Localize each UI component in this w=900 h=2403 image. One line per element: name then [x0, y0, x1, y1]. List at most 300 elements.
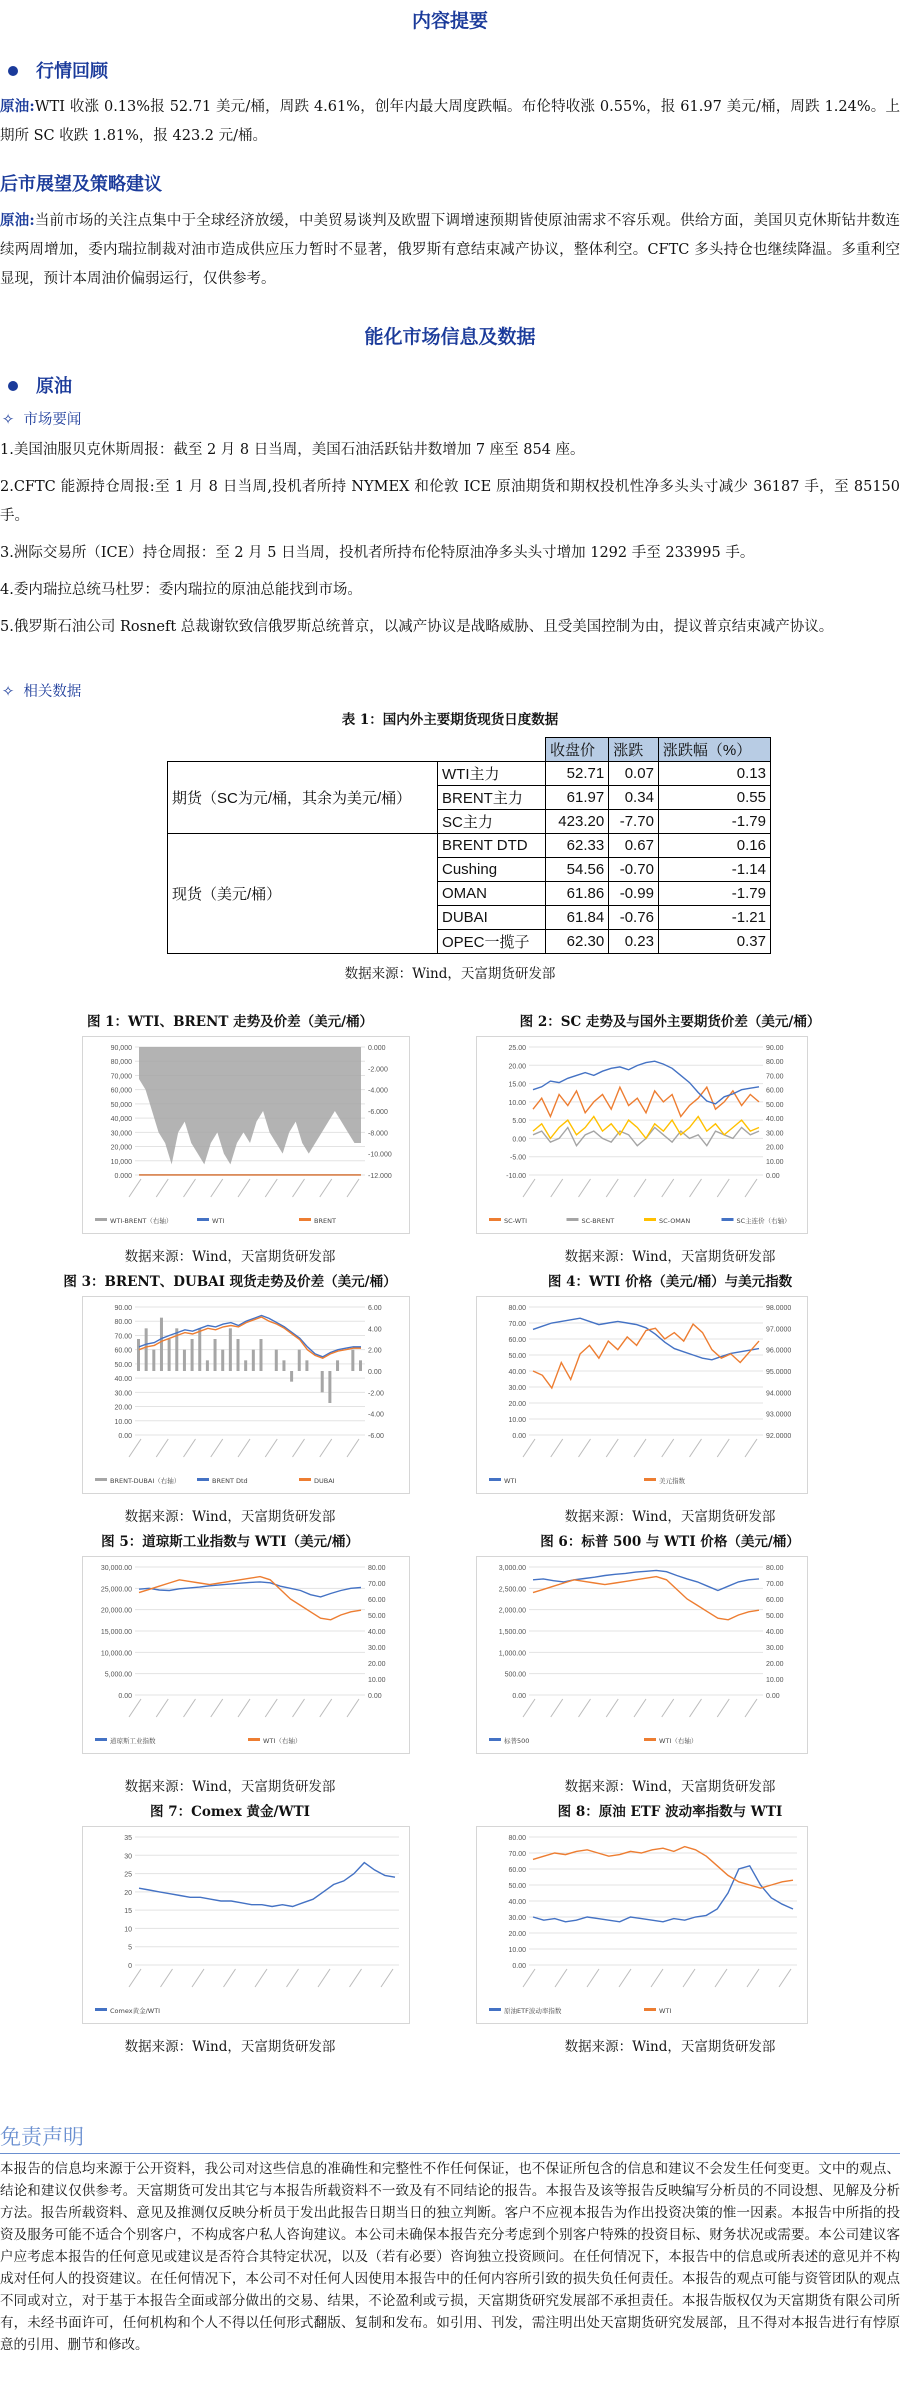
- date-tick: [320, 1699, 332, 1717]
- tick-label: 15,000.00: [100, 1629, 132, 1636]
- tick-label: 60.00: [766, 1597, 784, 1604]
- tick-label: 10: [124, 1926, 132, 1934]
- tick-label: 25,000.00: [100, 1586, 132, 1594]
- chart-6: [476, 1556, 808, 1754]
- date-tick: [779, 1969, 791, 1987]
- tick-label: 80.00: [508, 1835, 526, 1842]
- legend-swatch: [299, 1218, 311, 1221]
- tick-label: 10.00: [114, 1418, 132, 1426]
- cell-chg: 0.34: [609, 786, 659, 810]
- tick-label: 5: [128, 1944, 132, 1952]
- tick-label: 20.00: [508, 1401, 526, 1408]
- bar: [229, 1328, 232, 1371]
- date-tick: [662, 1179, 674, 1197]
- tick-label: 50.00: [766, 1101, 784, 1109]
- date-tick: [690, 1179, 702, 1197]
- col-header: 收盘价: [546, 738, 609, 762]
- date-tick: [320, 1439, 332, 1457]
- tick-label: 30,000: [110, 1130, 132, 1138]
- tick-label: 70.00: [766, 1073, 784, 1081]
- tick-label: 50.00: [508, 1353, 526, 1360]
- tick-label: 0.00: [118, 1693, 132, 1700]
- tick-label: 40.00: [766, 1116, 784, 1124]
- tick-label: 94.0000: [766, 1390, 792, 1398]
- series-line: [533, 1577, 759, 1620]
- bar: [237, 1339, 240, 1371]
- data-subheading: [2, 680, 81, 701]
- tick-label: 10.00: [766, 1158, 784, 1166]
- review-label: 原油:: [0, 98, 35, 115]
- legend-label: 道琼斯工业指数: [110, 1737, 156, 1745]
- bar: [328, 1371, 331, 1403]
- date-tick: [523, 1969, 535, 1987]
- tick-label: 1,500.00: [498, 1629, 526, 1636]
- tick-label: 25: [124, 1871, 132, 1879]
- legend-swatch: [644, 2008, 656, 2011]
- legend-swatch: [644, 1218, 656, 1221]
- date-tick: [523, 1699, 535, 1717]
- tick-label: 20.00: [508, 1931, 526, 1938]
- date-tick: [238, 1439, 250, 1457]
- date-tick: [745, 1699, 757, 1717]
- cell-pct: -1.14: [658, 858, 770, 882]
- legend-swatch: [644, 1738, 656, 1741]
- tick-label: -4.00: [368, 1411, 384, 1419]
- tick-label: 50.00: [368, 1613, 386, 1620]
- date-tick: [579, 1699, 591, 1717]
- cell-chg: 0.23: [609, 930, 659, 954]
- cell-close: 61.97: [546, 786, 609, 810]
- tick-label: 10,000: [110, 1158, 132, 1166]
- news-item: 5.俄罗斯石油公司 Rosneft 总裁谢钦致信俄罗斯总统普京，以减产协议是战略威胁、且受美国控制为由，提议普京结束减产协议。: [0, 619, 834, 635]
- review-heading: [0, 57, 108, 83]
- series-line: [533, 1866, 793, 1922]
- news-item: 3.洲际交易所（ICE）持仓周报：至 2 月 5 日当周，投机者所持布伦特原油净多头头寸增加 1292 手至 233995 手。: [0, 545, 755, 561]
- tick-label: 3,000.00: [498, 1565, 526, 1572]
- price-table: [167, 737, 771, 954]
- legend-swatch: [489, 1738, 501, 1741]
- series-line: [533, 1324, 759, 1388]
- cell-pct: 0.37: [658, 930, 770, 954]
- legend-swatch: [95, 1478, 107, 1481]
- cell-close: 62.33: [546, 834, 609, 858]
- figure-source: 数据来源：Wind，天富期货研发部: [124, 2039, 336, 2055]
- legend-label: BRENT: [314, 1217, 336, 1225]
- row-name: BRENT主力: [438, 786, 546, 810]
- tick-label: 40,000: [110, 1116, 132, 1124]
- date-tick: [184, 1699, 196, 1717]
- date-tick: [238, 1179, 250, 1197]
- outlook-label: 原油:: [0, 212, 35, 229]
- tick-label: 20.00: [508, 1063, 526, 1071]
- tick-label: 0.00: [512, 1693, 526, 1700]
- col-header: 涨跌幅（%）: [658, 738, 770, 762]
- tick-label: 30.00: [508, 1915, 526, 1922]
- diamond-icon: ✧: [2, 412, 15, 428]
- cell-chg: -0.76: [609, 906, 659, 930]
- bar: [244, 1360, 247, 1371]
- bar: [252, 1350, 255, 1371]
- cell-close: 62.30: [546, 930, 609, 954]
- tick-label: 500.00: [504, 1671, 526, 1679]
- legend-swatch: [644, 1478, 656, 1481]
- row-name: BRENT DTD: [438, 834, 546, 858]
- legend-label: 标普500: [504, 1737, 530, 1745]
- tick-label: 30,000.00: [100, 1565, 132, 1572]
- legend-label: WTI: [504, 1477, 517, 1485]
- date-tick: [690, 1439, 702, 1457]
- tick-label: 90,000: [110, 1045, 132, 1052]
- legend-swatch: [95, 1738, 107, 1741]
- date-tick: [347, 1179, 359, 1197]
- date-tick: [606, 1439, 618, 1457]
- legend-label: WTI-BRENT（右轴）: [110, 1217, 173, 1225]
- bar: [191, 1339, 194, 1371]
- tick-label: 10,000.00: [100, 1650, 132, 1658]
- chart-3: [82, 1296, 410, 1494]
- date-tick: [662, 1699, 674, 1717]
- page-title: 内容提要: [411, 10, 488, 32]
- cell-close: 423.20: [546, 810, 609, 834]
- data-subheading-text: 相关数据: [23, 684, 82, 700]
- chart-2: [476, 1036, 808, 1234]
- tick-label: -10.00: [506, 1173, 526, 1180]
- date-tick: [745, 1439, 757, 1457]
- cell-chg: -0.70: [609, 858, 659, 882]
- tick-label: 4.00: [368, 1326, 382, 1334]
- tick-label: 10.00: [508, 1099, 526, 1107]
- series-line: [533, 1570, 759, 1590]
- crude-heading-text: 原油: [36, 376, 72, 397]
- tick-label: 20.00: [766, 1661, 784, 1668]
- tick-label: 70.00: [508, 1321, 526, 1328]
- date-tick: [683, 1969, 695, 1987]
- table-row: [168, 834, 771, 858]
- tick-label: 70.00: [368, 1581, 386, 1588]
- bar: [275, 1350, 278, 1371]
- tick-label: 40.00: [508, 1899, 526, 1906]
- tick-label: 40.00: [508, 1369, 526, 1376]
- date-tick: [717, 1699, 729, 1717]
- tick-label: 0.00: [512, 1136, 526, 1144]
- chart-7: [82, 1826, 410, 2024]
- news-subheading: [2, 408, 81, 429]
- cell-chg: -7.70: [609, 810, 659, 834]
- legend-label: BRENT-DUBAI（右轴）: [110, 1477, 181, 1485]
- cell-pct: 0.13: [658, 762, 770, 786]
- bar: [351, 1350, 354, 1371]
- date-tick: [551, 1439, 563, 1457]
- outlook-paragraph: [0, 206, 900, 294]
- series-line: [533, 1061, 759, 1104]
- tick-label: -2.00: [368, 1390, 384, 1398]
- legend-label: BRENT Dtd: [212, 1477, 248, 1485]
- tick-label: 0.00: [368, 1369, 382, 1376]
- tick-label: 60.00: [368, 1597, 386, 1604]
- cell-pct: 0.55: [658, 786, 770, 810]
- series-line: [533, 1128, 759, 1146]
- legend-label: Comex黄金/WTI: [110, 2007, 161, 2015]
- series-line: [139, 1582, 361, 1597]
- row-name: OPEC一揽子: [438, 930, 546, 954]
- date-tick: [161, 1969, 173, 1987]
- tick-label: 80.00: [368, 1565, 386, 1572]
- date-tick: [211, 1179, 223, 1197]
- tick-label: 2,500.00: [498, 1586, 526, 1594]
- figure-source: 数据来源：Wind，天富期货研发部: [564, 1779, 776, 1795]
- legend-swatch: [95, 1218, 107, 1221]
- tick-label: 0.00: [368, 1693, 382, 1700]
- bar: [183, 1350, 186, 1371]
- figure-source: 数据来源：Wind，天富期货研发部: [124, 1779, 336, 1795]
- date-tick: [619, 1969, 631, 1987]
- tick-label: 0.000: [368, 1045, 386, 1052]
- date-tick: [579, 1179, 591, 1197]
- date-tick: [318, 1969, 330, 1987]
- legend-swatch: [95, 2008, 107, 2011]
- legend-swatch: [197, 1218, 209, 1221]
- tick-label: 80.00: [766, 1565, 784, 1572]
- tick-label: 35: [124, 1835, 132, 1842]
- tick-label: 20: [124, 1889, 132, 1897]
- date-tick: [255, 1969, 267, 1987]
- bar: [160, 1318, 163, 1371]
- figure-caption: 图 1：WTI、BRENT 走势及价差（美元/桶）: [86, 1014, 374, 1030]
- figure-source: 数据来源：Wind，天富期货研发部: [564, 1509, 776, 1525]
- legend-label: WTI（右轴）: [263, 1737, 302, 1745]
- tick-label: 40.00: [766, 1629, 784, 1636]
- date-tick: [523, 1179, 535, 1197]
- bar: [336, 1360, 339, 1371]
- tick-label: 30.00: [766, 1130, 784, 1138]
- date-tick: [265, 1439, 277, 1457]
- legend-swatch: [722, 1218, 734, 1221]
- legend-swatch: [248, 1738, 260, 1741]
- date-tick: [662, 1439, 674, 1457]
- tick-label: 40.00: [114, 1376, 132, 1384]
- row-name: OMAN: [438, 882, 546, 906]
- chart-4: [476, 1296, 808, 1494]
- legend-swatch: [299, 1478, 311, 1481]
- date-tick: [293, 1699, 305, 1717]
- figure-caption: 图 6：标普 500 与 WTI 价格（美元/桶）: [540, 1534, 800, 1550]
- tick-label: 5,000.00: [104, 1671, 132, 1679]
- tick-label: 15.00: [508, 1081, 526, 1089]
- tick-label: 90.00: [114, 1305, 132, 1312]
- figure-caption: 图 3：BRENT、DUBAI 现货走势及价差（美元/桶）: [63, 1274, 397, 1290]
- tick-label: 95.0000: [766, 1369, 792, 1376]
- tick-label: 15: [124, 1908, 132, 1916]
- date-tick: [156, 1179, 168, 1197]
- date-tick: [690, 1699, 702, 1717]
- row-name: Cushing: [438, 858, 546, 882]
- figure-source: 数据来源：Wind，天富期货研发部: [564, 1249, 776, 1265]
- tick-label: 50.00: [508, 1883, 526, 1890]
- tick-label: 2,000.00: [498, 1607, 526, 1615]
- legend-swatch: [489, 1478, 501, 1481]
- date-tick: [293, 1179, 305, 1197]
- bar: [214, 1339, 217, 1371]
- tick-label: 30.00: [114, 1390, 132, 1398]
- table-caption: 表 1：国内外主要期货现货日度数据: [341, 712, 559, 728]
- legend-label: WTI: [212, 1217, 225, 1225]
- tick-label: 40.00: [368, 1629, 386, 1636]
- tick-label: 92.0000: [766, 1433, 792, 1440]
- legend-label: DUBAI: [314, 1477, 335, 1485]
- date-tick: [347, 1699, 359, 1717]
- tick-label: 0.00: [512, 1433, 526, 1440]
- tick-label: 70.00: [114, 1333, 132, 1341]
- table-source: 数据来源：Wind，天富期货研发部: [344, 966, 556, 982]
- date-tick: [184, 1439, 196, 1457]
- date-tick: [551, 1179, 563, 1197]
- section-title: 能化市场信息及数据: [364, 326, 536, 348]
- cell-close: 52.71: [546, 762, 609, 786]
- date-tick: [634, 1699, 646, 1717]
- legend-swatch: [567, 1218, 579, 1221]
- bar: [305, 1360, 308, 1371]
- news-list: [0, 436, 900, 642]
- crude-heading: [0, 372, 72, 398]
- tick-label: 80,000: [110, 1059, 132, 1067]
- tick-label: -4.000: [368, 1087, 388, 1095]
- chart-8: [476, 1826, 808, 2024]
- date-tick: [587, 1969, 599, 1987]
- disclaimer-text: 本报告的信息均来源于公开资料，我公司对这些信息的准确性和完整性不作任何保证，也不保证所包含的信息和建议不会发生任何变更。文中的观点、结论和建议仅供参考。天富期货可发出其它与本报告所载资料不一致及有不同结论的报告。本报告及该等报告反映编写分析员的不同设想、见解及分析方法。报告所载资料、意见及推测仅反映分析员于发出此报告日期当日的独立判断。客户不应视本报告为作出投资决策的惟一因素。本报告中所指的投资及服务可能不适合个别客户，不构成客户私人咨询建议。本公司未确保本报告充分考虑到个别客户特殊的投资目标、财务状况或需要。本公司建议客户应考虑本报告的任何意见或建议是否符合其特定状况，以及（若有必要）咨询独立投资顾问。在任何情况下，本报告中的信息或所表述的意见并不构成对任何人的投资建议。在任何情况下，本公司不对任何人因使用本报告中的任何内容所引致的损失负任何责任。本报告的观点可能与资管团队的观点不同或对立，对于基于本报告全面或部分做出的交易、结果，不论盈利或亏损，天富期货研究发展部不承担责任。本报告版权仅为天富期货有限公司所有，未经书面许可，任何机构和个人不得以任何形式翻版、复制和发布。如引用、刊发，需注明出处天富期货研究发展部，且不得对本报告进行有悖原意的引用、删节和修改。: [0, 2161, 900, 2353]
- row-name: SC主力: [438, 810, 546, 834]
- legend-label: WTI（右轴）: [659, 1737, 698, 1745]
- date-tick: [129, 1699, 141, 1717]
- tick-label: 60.00: [508, 1867, 526, 1874]
- bar: [152, 1350, 155, 1371]
- figure-caption: 图 8：原油 ETF 波动率指数与 WTI: [557, 1804, 783, 1820]
- tick-label: 0.000: [114, 1173, 132, 1180]
- date-tick: [634, 1179, 646, 1197]
- row-name: WTI主力: [438, 762, 546, 786]
- bar: [206, 1360, 209, 1371]
- tick-label: -12.000: [368, 1173, 392, 1180]
- bar: [321, 1371, 324, 1392]
- review-text: WTI 收涨 0.13%报 52.71 美元/桶，周跌 4.61%，创年内最大周度跌幅。布伦特收涨 0.55%，报 61.97 美元/桶，周跌 1.24%。上期所 SC 收跌 1.81%，报 423.2 元/桶。: [0, 99, 900, 144]
- date-tick: [606, 1699, 618, 1717]
- tick-label: 50,000: [110, 1101, 132, 1109]
- date-tick: [287, 1969, 299, 1987]
- tick-label: 90.00: [766, 1045, 784, 1052]
- group-label-futures: 期货（SC为元/桶，其余为美元/桶）: [168, 762, 438, 834]
- date-tick: [717, 1439, 729, 1457]
- date-tick: [129, 1439, 141, 1457]
- tick-label: 10.00: [368, 1677, 386, 1684]
- review-heading-text: 行情回顾: [36, 61, 108, 82]
- figure-source: 数据来源：Wind，天富期货研发部: [124, 1509, 336, 1525]
- legend-label: WTI: [659, 2007, 672, 2015]
- tick-label: 80.00: [766, 1059, 784, 1067]
- figure-source: 数据来源：Wind，天富期货研发部: [564, 2039, 776, 2055]
- tick-label: 0.00: [512, 1963, 526, 1970]
- bar: [145, 1328, 148, 1371]
- tick-label: 97.0000: [766, 1326, 792, 1334]
- date-tick: [238, 1699, 250, 1717]
- date-tick: [555, 1969, 567, 1987]
- tick-label: -10.000: [368, 1151, 392, 1159]
- legend-label: SC-BRENT: [581, 1217, 615, 1225]
- date-tick: [381, 1969, 393, 1987]
- tick-label: 30.00: [508, 1385, 526, 1392]
- series-line: [139, 1317, 361, 1358]
- date-tick: [350, 1969, 362, 1987]
- table-row: [168, 762, 771, 786]
- tick-label: 10.00: [766, 1677, 784, 1684]
- tick-label: 93.0000: [766, 1411, 792, 1419]
- bullet-icon: [8, 66, 18, 76]
- figure-caption: 图 5：道琼斯工业指数与 WTI（美元/桶）: [101, 1534, 359, 1550]
- tick-label: 60,000: [110, 1087, 132, 1095]
- figure-caption: 图 7：Comex 黄金/WTI: [150, 1804, 310, 1820]
- bar: [168, 1339, 171, 1371]
- tick-label: 0.00: [766, 1173, 780, 1180]
- news-item: 4.委内瑞拉总统马杜罗：委内瑞拉的原油总能找到市场。: [0, 582, 362, 598]
- tick-label: 60.00: [766, 1087, 784, 1095]
- disclaimer-divider: [0, 2153, 900, 2154]
- date-tick: [265, 1699, 277, 1717]
- tick-label: 20.00: [368, 1661, 386, 1668]
- date-tick: [347, 1439, 359, 1457]
- legend-label: 美元指数: [659, 1477, 685, 1485]
- tick-label: 25.00: [508, 1045, 526, 1052]
- cell-pct: -1.79: [658, 882, 770, 906]
- tick-label: 70.00: [508, 1851, 526, 1858]
- tick-label: 10.00: [508, 1417, 526, 1424]
- news-item: 1.美国油服贝克休斯周报：截至 2 月 8 日当周，美国石油活跃钻井数增加 7 座至 854 座。: [0, 442, 585, 458]
- table-header-row: [168, 738, 771, 762]
- date-tick: [156, 1439, 168, 1457]
- outlook-text: 当前市场的关注点集中于全球经济放缓，中美贸易谈判及欧盟下调增速预期皆使原油需求不容乐观。供给方面，美国贝克休斯钻井数连续两周增加，委内瑞拉制裁对油市造成供应压力暂时不显著，俄罗斯有意结束减产协议，整体利空。CFTC 多头持仓也继续降温。多重利空显现，预计本周油价偏弱运行，仅供参考。: [0, 213, 900, 287]
- figure-caption: 图 4：WTI 价格（美元/桶）与美元指数: [547, 1274, 793, 1290]
- bar: [221, 1350, 224, 1371]
- chart-1: [82, 1036, 410, 1234]
- date-tick: [129, 1179, 141, 1197]
- tick-label: 6.00: [368, 1305, 382, 1312]
- disclaimer-title: 免责声明: [0, 2125, 84, 2149]
- tick-label: 0.00: [118, 1433, 132, 1440]
- cell-pct: 0.16: [658, 834, 770, 858]
- tick-label: 30: [124, 1853, 132, 1861]
- diamond-icon: ✧: [2, 684, 15, 700]
- figure-source: 数据来源：Wind，天富期货研发部: [124, 1249, 336, 1265]
- tick-label: 20.00: [766, 1144, 784, 1152]
- bar: [198, 1328, 201, 1371]
- date-tick: [747, 1969, 759, 1987]
- date-tick: [211, 1699, 223, 1717]
- bar: [282, 1360, 285, 1371]
- date-tick: [745, 1179, 757, 1197]
- tick-label: 70,000: [110, 1073, 132, 1081]
- legend-label: SC-WTI: [504, 1217, 528, 1225]
- chart-5: [82, 1556, 410, 1754]
- date-tick: [715, 1969, 727, 1987]
- tick-label: 50.00: [766, 1613, 784, 1620]
- tick-label: -5.00: [510, 1154, 526, 1162]
- row-name: DUBAI: [438, 906, 546, 930]
- tick-label: 30.00: [766, 1645, 784, 1652]
- group-label-spot: 现货（美元/桶）: [168, 834, 438, 954]
- date-tick: [551, 1699, 563, 1717]
- bar: [290, 1371, 293, 1382]
- tick-label: 0.00: [766, 1693, 780, 1700]
- tick-label: 0: [128, 1963, 132, 1970]
- tick-label: -6.000: [368, 1109, 388, 1116]
- tick-label: 50.00: [114, 1361, 132, 1369]
